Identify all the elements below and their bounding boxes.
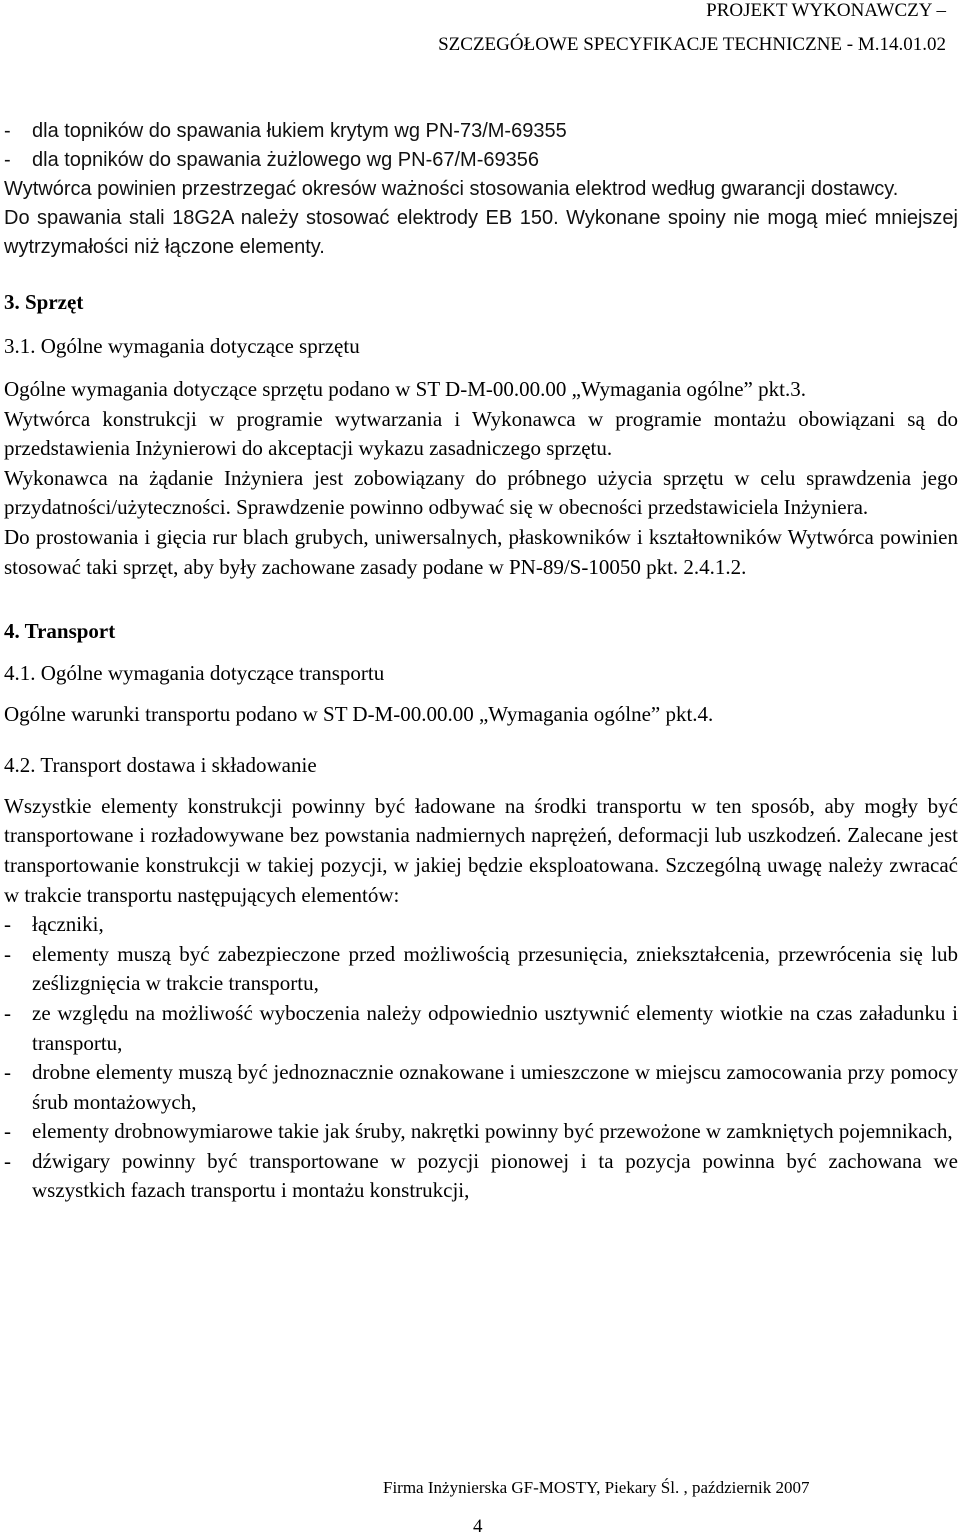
subsection-heading: 3.1. Ogólne wymagania dotyczące sprzętu — [4, 334, 360, 358]
paragraph: Wytwórca powinien przestrzegać okresów ważności stosowania elektrod według gwarancji dostawcy. — [4, 178, 899, 200]
page-number: 4 — [473, 1516, 483, 1537]
paragraph: Do prostowania i gięcia rur blach grubych, uniwersalnych, płaskowników i kształtowników Wytwórca powinien stosować taki sprzęt, aby były zachowane zasady podane w PN-89/S-10050 pkt. 2.4.1.2. — [4, 524, 958, 579]
paragraph: Ogólne warunki transportu podano w ST D-M-00.00.00 „Wymagania ogólne” pkt.4. — [4, 702, 714, 727]
list-item-text: drobne elementy muszą być jednoznacznie oznakowane i umieszczone w miejscu zamocowania przy pomocy śrub montażowych, — [32, 1060, 958, 1114]
header-title: PROJEKT WYKONAWCZY – — [706, 0, 946, 21]
list-item: - dźwigary powinny być transportowane w pozycji pionowej i ta pozycja powinna być zachowana we wszystkich fazach transportu i montażu konstrukcji, — [4, 1147, 958, 1206]
paragraph: Wykonawca na żądanie Inżyniera jest zobowiązany do próbnego użycia sprzętu w celu sprawdzenia jego przydatności/użyteczności. Sprawdzenie powinno odbywać się w obecności przedstawiciela Inżyniera. — [4, 465, 958, 520]
list-item: - ze względu na możliwość wyboczenia należy odpowiednio usztywnić elementy wiotkie na czas załadunku i transportu, — [4, 999, 958, 1058]
list-item-text: dźwigary powinny być transportowane w pozycji pionowej i ta pozycja powinna być zachowana we wszystkich fazach transportu i montażu konstrukcji, — [32, 1148, 958, 1203]
list-item-text: łączniki, — [32, 912, 104, 937]
list-item-text: ze względu na możliwość wyboczenia należy odpowiednio usztywnić elementy wiotkie na czas załadunku i transportu, — [32, 1000, 958, 1055]
list-item-text: dla topników do spawania żużlowego wg PN-67/M-69356 — [32, 149, 539, 171]
list-item-text: elementy drobnowymiarowe takie jak śruby, nakrętki powinny być przewożone w zamkniętych pojemnikach, — [32, 1119, 953, 1144]
list-item: - drobne elementy muszą być jednoznacznie oznakowane i umieszczone w miejscu zamocowania przy pomocy śrub montażowych, — [4, 1058, 958, 1117]
paragraph: Wytwórca konstrukcji w programie wytwarzania i Wykonawca w programie montażu obowiązani są do przedstawienia Inżynierowi do akceptacji wykazu zasadniczego sprzętu. — [4, 406, 958, 461]
list-item: - elementy drobnowymiarowe takie jak śruby, nakrętki powinny być przewożone w zamkniętych pojemnikach, — [4, 1117, 958, 1147]
list-item-text: elementy muszą być zabezpieczone przed możliwością przesunięcia, zniekształcenia, przewrócenia się lub ześlizgnięcia w trakcie transportu, — [32, 941, 958, 996]
header-subtitle: SZCZEGÓŁOWE SPECYFIKACJE TECHNICZNE - M.14.01.02 — [438, 34, 946, 55]
paragraph: Wszystkie elementy konstrukcji powinny być ładowane na środki transportu w ten sposób, aby mogły być transportowane i rozładowywane bez powstania nadmiernych naprężeń, deformacji lub uszkodzeń. Zalecane jest transportowanie konstrukcji w takiej pozycji, w jakiej będzie eksploatowana. Szczególną uwagę należy zwracać w trakcie transportu następujących elementów: — [4, 793, 958, 907]
intro-block — [4, 117, 958, 262]
list-item: - łączniki, — [4, 910, 958, 940]
subsection-heading: 4.1. Ogólne wymagania dotyczące transportu — [4, 661, 385, 686]
footer-company: Firma Inżynierska GF-MOSTY, Piekary Śl. , październik 2007 — [383, 1478, 810, 1497]
list-item: - elementy muszą być zabezpieczone przed możliwością przesunięcia, zniekształcenia, przewrócenia się lub ześlizgnięcia w trakcie transportu, — [4, 940, 958, 999]
section-heading: 4. Transport — [4, 619, 116, 644]
section-transport — [4, 616, 958, 1206]
list-item-text: dla topników do spawania łukiem krytym wg PN-73/M-69355 — [32, 120, 567, 142]
subsection-heading: 4.2. Transport dostawa i składowanie — [4, 752, 317, 777]
paragraph: Do spawania stali 18G2A należy stosować elektrody EB 150. Wykonane spoiny nie mogą mieć mniejszej wytrzymałości niż łączone elementy. — [4, 207, 958, 258]
list-item: - dla topników do spawania żużlowego wg PN-67/M-69356 — [4, 146, 958, 175]
list-item: - dla topników do spawania łukiem krytym wg PN-73/M-69355 — [4, 117, 958, 146]
section-sprzet — [4, 287, 958, 582]
document-body — [4, 117, 958, 1206]
paragraph: Ogólne wymagania dotyczące sprzętu podano w ST D-M-00.00.00 „Wymagania ogólne” pkt.3. — [4, 377, 806, 401]
section-heading: 3. Sprzęt — [4, 290, 84, 314]
